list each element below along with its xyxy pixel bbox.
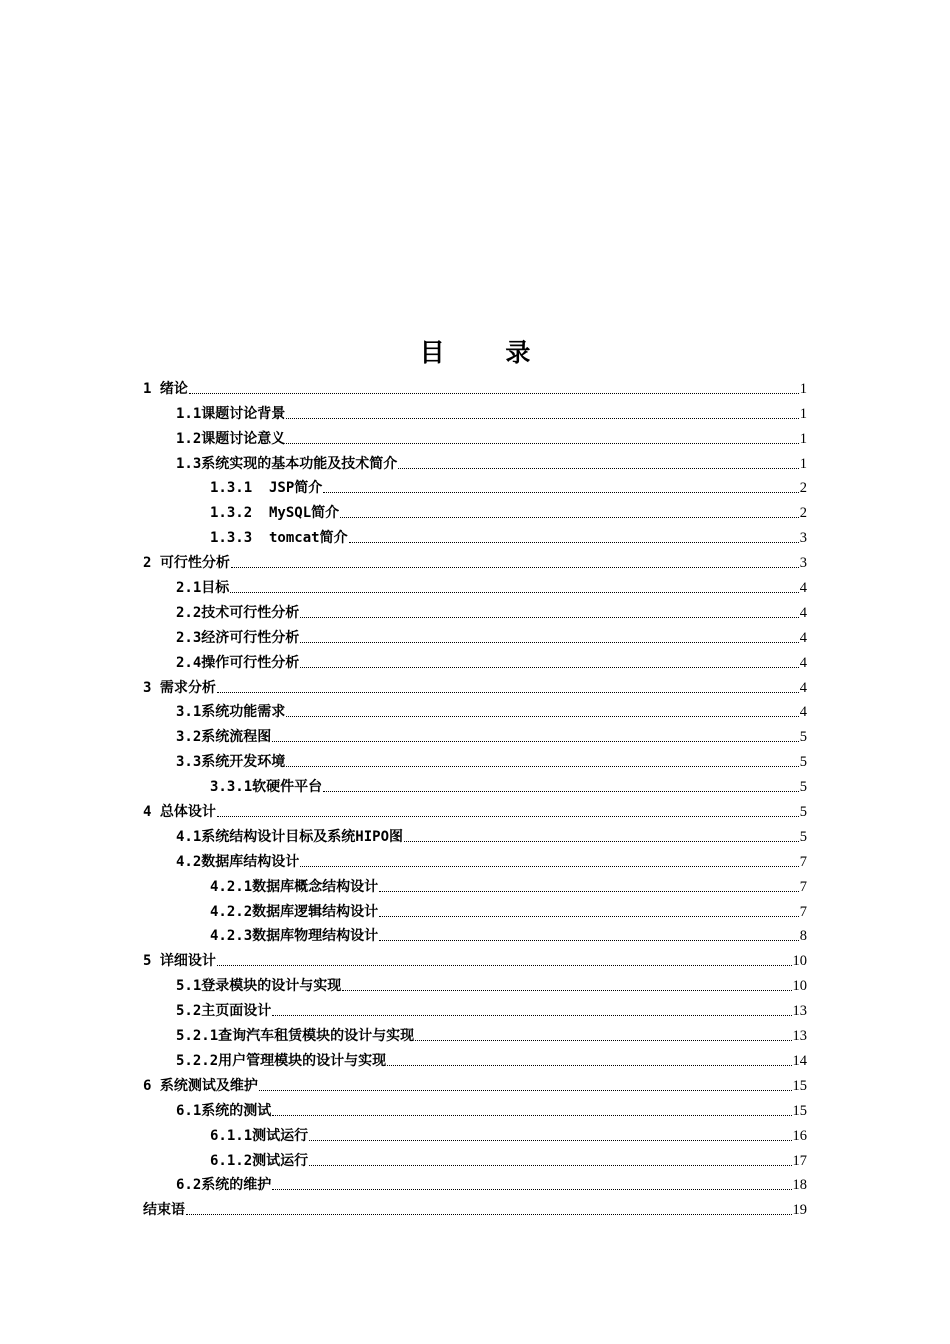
toc-entry-label: 6 系统测试及维护 bbox=[143, 1077, 258, 1094]
toc-entry[interactable] bbox=[143, 647, 807, 672]
toc-entry[interactable] bbox=[143, 771, 807, 796]
dot-leader bbox=[217, 816, 799, 817]
toc-entry[interactable] bbox=[143, 1045, 807, 1070]
toc-entry-page-number: 16 bbox=[792, 1127, 807, 1144]
dot-leader bbox=[272, 1015, 791, 1016]
dot-leader bbox=[387, 1065, 791, 1066]
toc-entry-label: 5.2.1查询汽车租赁模块的设计与实现 bbox=[176, 1028, 415, 1045]
toc-entry-page-number: 7 bbox=[799, 903, 807, 920]
toc-entry-page-number: 19 bbox=[792, 1202, 807, 1219]
dot-leader bbox=[217, 965, 792, 966]
toc-entry-page-number: 2 bbox=[799, 505, 807, 522]
toc-entry-page-number: 10 bbox=[792, 978, 807, 995]
dot-leader bbox=[379, 940, 799, 941]
dot-leader bbox=[286, 418, 798, 419]
table-of-contents bbox=[143, 373, 807, 1219]
toc-entry-label: 5.2主页面设计 bbox=[176, 1003, 272, 1020]
toc-entry-label: 6.1系统的测试 bbox=[176, 1102, 272, 1119]
toc-entry-page-number: 18 bbox=[792, 1177, 807, 1194]
dot-leader bbox=[379, 916, 799, 917]
dot-leader bbox=[300, 866, 798, 867]
toc-entry[interactable] bbox=[143, 672, 807, 697]
dot-leader bbox=[286, 716, 798, 717]
toc-entry-label: 3.1系统功能需求 bbox=[176, 704, 286, 721]
toc-entry[interactable] bbox=[143, 1170, 807, 1195]
toc-entry-page-number: 7 bbox=[799, 853, 807, 870]
toc-entry-page-number: 15 bbox=[792, 1077, 807, 1094]
dot-leader bbox=[349, 542, 799, 543]
toc-entry-label: 1.3系统实现的基本功能及技术简介 bbox=[176, 455, 398, 472]
dot-leader bbox=[286, 443, 798, 444]
toc-entry-label: 6.1.1测试运行 bbox=[210, 1127, 309, 1144]
toc-entry-label: 4.2.3数据库物理结构设计 bbox=[210, 928, 379, 945]
toc-entry[interactable] bbox=[143, 622, 807, 647]
toc-entry[interactable] bbox=[143, 721, 807, 746]
toc-entry[interactable] bbox=[143, 497, 807, 522]
toc-entry-page-number: 4 bbox=[799, 654, 807, 671]
toc-entry[interactable] bbox=[143, 1194, 807, 1219]
toc-entry[interactable] bbox=[143, 896, 807, 921]
toc-entry-page-number: 1 bbox=[799, 405, 807, 422]
toc-entry[interactable] bbox=[143, 473, 807, 498]
toc-entry-label: 2.4操作可行性分析 bbox=[176, 654, 300, 671]
dot-leader bbox=[272, 1189, 791, 1190]
dot-leader bbox=[231, 567, 799, 568]
toc-entry-label: 1.2课题讨论意义 bbox=[176, 430, 286, 447]
dot-leader bbox=[189, 393, 799, 394]
toc-entry[interactable] bbox=[143, 921, 807, 946]
toc-entry-page-number: 15 bbox=[792, 1102, 807, 1119]
toc-entry-page-number: 2 bbox=[799, 480, 807, 497]
toc-entry[interactable] bbox=[143, 970, 807, 995]
dot-leader bbox=[217, 692, 799, 693]
toc-entry-page-number: 13 bbox=[792, 1003, 807, 1020]
toc-entry-page-number: 3 bbox=[799, 555, 807, 572]
dot-leader bbox=[272, 741, 798, 742]
toc-entry[interactable] bbox=[143, 448, 807, 473]
toc-entry-page-number: 5 bbox=[799, 729, 807, 746]
toc-entry-label: 2 可行性分析 bbox=[143, 555, 230, 572]
toc-entry-page-number: 4 bbox=[799, 580, 807, 597]
toc-entry-label: 2.1目标 bbox=[176, 580, 230, 597]
toc-entry-label: 3.2系统流程图 bbox=[176, 729, 272, 746]
toc-entry-label: 5 详细设计 bbox=[143, 953, 216, 970]
toc-entry[interactable] bbox=[143, 871, 807, 896]
dot-leader bbox=[230, 592, 798, 593]
dot-leader bbox=[309, 1140, 791, 1141]
toc-entry-page-number: 1 bbox=[799, 380, 807, 397]
toc-entry-label: 4.2.2数据库逻辑结构设计 bbox=[210, 903, 379, 920]
toc-entry-label: 2.3经济可行性分析 bbox=[176, 629, 300, 646]
toc-entry-label: 1.3.2 MySQL简介 bbox=[210, 505, 340, 522]
toc-entry[interactable] bbox=[143, 1120, 807, 1145]
toc-entry-label: 5.1登录模块的设计与实现 bbox=[176, 978, 342, 995]
toc-entry-page-number: 14 bbox=[792, 1052, 807, 1069]
toc-entry-page-number: 5 bbox=[799, 828, 807, 845]
toc-entry-label: 5.2.2用户管理模块的设计与实现 bbox=[176, 1052, 387, 1069]
toc-entry[interactable] bbox=[143, 995, 807, 1020]
toc-entry-page-number: 5 bbox=[799, 754, 807, 771]
toc-entry-label: 1.3.3 tomcat简介 bbox=[210, 530, 348, 547]
dot-leader bbox=[300, 667, 798, 668]
toc-entry-label: 6.1.2测试运行 bbox=[210, 1152, 309, 1169]
toc-entry-label: 3.3.1软硬件平台 bbox=[210, 779, 323, 796]
toc-entry[interactable] bbox=[143, 597, 807, 622]
toc-entry-page-number: 17 bbox=[792, 1152, 807, 1169]
dot-leader bbox=[323, 791, 799, 792]
dot-leader bbox=[286, 766, 798, 767]
toc-entry[interactable] bbox=[143, 746, 807, 771]
toc-entry-label: 2.2技术可行性分析 bbox=[176, 604, 300, 621]
toc-entry-label: 1.1课题讨论背景 bbox=[176, 405, 286, 422]
dot-leader bbox=[259, 1090, 792, 1091]
dot-leader bbox=[404, 841, 799, 842]
toc-entry-page-number: 4 bbox=[799, 704, 807, 721]
toc-entry[interactable] bbox=[143, 697, 807, 722]
toc-entry-label: 4.2.1数据库概念结构设计 bbox=[210, 878, 379, 895]
toc-entry-page-number: 10 bbox=[792, 953, 807, 970]
toc-entry-label: 1.3.1 JSP简介 bbox=[210, 480, 323, 497]
toc-entry-label: 4.1系统结构设计目标及系统HIPO图 bbox=[176, 828, 404, 845]
toc-entry[interactable] bbox=[143, 945, 807, 970]
toc-entry-page-number: 4 bbox=[799, 604, 807, 621]
toc-entry-page-number: 5 bbox=[799, 804, 807, 821]
toc-entry[interactable] bbox=[143, 398, 807, 423]
toc-entry-page-number: 7 bbox=[799, 878, 807, 895]
toc-entry[interactable] bbox=[143, 1020, 807, 1045]
dot-leader bbox=[340, 517, 799, 518]
toc-entry[interactable] bbox=[143, 522, 807, 547]
toc-entry[interactable] bbox=[143, 796, 807, 821]
toc-entry-label: 结束语 bbox=[143, 1202, 185, 1219]
dot-leader bbox=[300, 642, 798, 643]
dot-leader bbox=[309, 1165, 791, 1166]
toc-entry-label: 3 需求分析 bbox=[143, 679, 216, 696]
dot-leader bbox=[415, 1040, 791, 1041]
toc-entry[interactable] bbox=[143, 1070, 807, 1095]
toc-entry-page-number: 8 bbox=[799, 928, 807, 945]
dot-leader bbox=[272, 1115, 791, 1116]
toc-entry-page-number: 4 bbox=[799, 629, 807, 646]
toc-entry-page-number: 13 bbox=[792, 1028, 807, 1045]
toc-entry-label: 1 绪论 bbox=[143, 380, 188, 397]
dot-leader bbox=[186, 1214, 792, 1215]
dot-leader bbox=[379, 891, 799, 892]
toc-entry-page-number: 3 bbox=[799, 530, 807, 547]
dot-leader bbox=[323, 492, 798, 493]
page-title: 目 录 bbox=[419, 338, 557, 367]
toc-entry[interactable] bbox=[143, 423, 807, 448]
toc-entry-label: 4 总体设计 bbox=[143, 804, 216, 821]
toc-entry[interactable] bbox=[143, 821, 807, 846]
toc-entry[interactable] bbox=[143, 572, 807, 597]
toc-entry[interactable] bbox=[143, 1095, 807, 1120]
toc-entry[interactable] bbox=[143, 373, 807, 398]
dot-leader bbox=[398, 468, 798, 469]
toc-entry-label: 3.3系统开发环境 bbox=[176, 754, 286, 771]
toc-entry[interactable] bbox=[143, 846, 807, 871]
toc-entry[interactable] bbox=[143, 547, 807, 572]
toc-entry-label: 6.2系统的维护 bbox=[176, 1177, 272, 1194]
toc-entry[interactable] bbox=[143, 1145, 807, 1170]
dot-leader bbox=[342, 990, 791, 991]
toc-entry-page-number: 5 bbox=[799, 779, 807, 796]
toc-entry-page-number: 4 bbox=[799, 679, 807, 696]
dot-leader bbox=[300, 617, 798, 618]
toc-entry-page-number: 1 bbox=[799, 455, 807, 472]
toc-entry-label: 4.2数据库结构设计 bbox=[176, 853, 300, 870]
toc-entry-page-number: 1 bbox=[799, 430, 807, 447]
